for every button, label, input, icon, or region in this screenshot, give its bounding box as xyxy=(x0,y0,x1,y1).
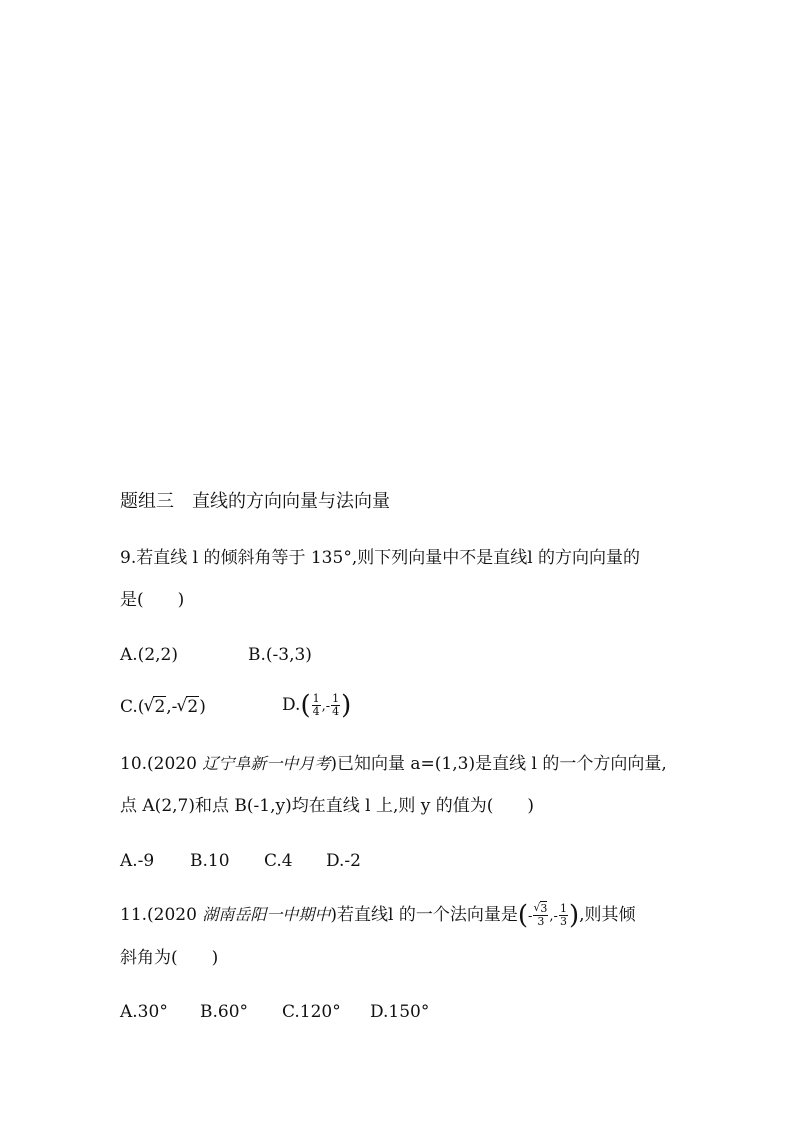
fraction-numerator: 1 xyxy=(559,902,567,915)
q10-option-d: D.-2 xyxy=(326,851,361,871)
q9-option-c-suffix: ) xyxy=(199,697,206,717)
question-10-line-2: 点 A(2,7)和点 B(-1,y)均在直线 l 上,则 y 的值为( ) xyxy=(120,796,535,816)
sqrt-radicand: 3 xyxy=(540,902,548,915)
q11-prefix: 11.(2020 xyxy=(120,905,203,925)
question-9-line-1: 9.若直线 l 的倾斜角等于 135°,则下列向量中不是直线l 的方向向量的 xyxy=(120,548,641,568)
left-paren-glyph: ( xyxy=(300,690,311,721)
question-10-line-1 xyxy=(120,752,667,776)
fraction xyxy=(533,903,548,928)
question-9-line-2: 是( ) xyxy=(120,590,185,610)
q9-option-d xyxy=(282,690,352,721)
question-11-line-1 xyxy=(120,900,636,931)
q9-option-d-prefix: D. xyxy=(282,695,301,715)
q11-option-b: B.60° xyxy=(200,1002,249,1022)
q10-option-b: B.10 xyxy=(190,851,230,871)
q9-option-b: B.(-3,3) xyxy=(248,645,312,665)
q11-source: 湖南岳阳一中期中 xyxy=(202,905,331,924)
right-paren-glyph: ) xyxy=(568,900,580,931)
q10-option-c: C.4 xyxy=(264,851,293,871)
fraction xyxy=(312,693,321,718)
q11-minus: - xyxy=(528,909,533,924)
fraction xyxy=(559,903,568,928)
q10-line1-rest: )已知向量 a=(1,3)是直线 l 的一个方向向量, xyxy=(330,754,667,774)
q9-option-c-prefix: C.( xyxy=(120,697,145,717)
fraction-denominator: 4 xyxy=(332,705,340,718)
left-paren-glyph: ( xyxy=(517,900,528,931)
q9-option-c-radicand-2: 2 xyxy=(187,697,199,717)
q10-source: 辽宁阜新一中月考 xyxy=(202,754,331,773)
q10-option-a: A.-9 xyxy=(120,851,155,871)
fraction-numerator: 1 xyxy=(312,692,320,705)
q11-option-c: C.120° xyxy=(282,1002,341,1022)
q11-option-d: D.150° xyxy=(370,1002,430,1022)
q11-line1-end: ,则其倾 xyxy=(579,905,636,925)
fraction xyxy=(331,693,340,718)
q10-prefix: 10.(2020 xyxy=(120,754,203,774)
q9-option-c xyxy=(120,695,206,719)
sqrt-symbol xyxy=(144,695,166,719)
q11-option-a: A.30° xyxy=(120,1002,168,1022)
right-paren-glyph: ) xyxy=(341,690,352,721)
q9-option-c-radicand-1: 2 xyxy=(154,697,166,717)
question-11-line-2: 斜角为( ) xyxy=(120,948,219,968)
sqrt-symbol xyxy=(534,903,547,915)
section-heading: 题组三 直线的方向向量与法向量 xyxy=(120,491,390,512)
sqrt-symbol xyxy=(177,695,199,719)
fraction-denominator: 3 xyxy=(537,915,545,928)
q11-sep: ,- xyxy=(549,909,558,924)
fraction-numerator: 1 xyxy=(332,692,340,705)
fraction-denominator: 4 xyxy=(312,705,320,718)
fraction-numerator xyxy=(533,903,548,916)
fraction-denominator: 3 xyxy=(559,915,567,928)
q9-option-c-mid: ,- xyxy=(166,697,178,717)
q9-option-d-sep: ,- xyxy=(321,699,331,714)
q11-line1-mid: )若直线l 的一个法向量是 xyxy=(330,905,518,925)
q9-option-a: A.(2,2) xyxy=(120,645,178,665)
